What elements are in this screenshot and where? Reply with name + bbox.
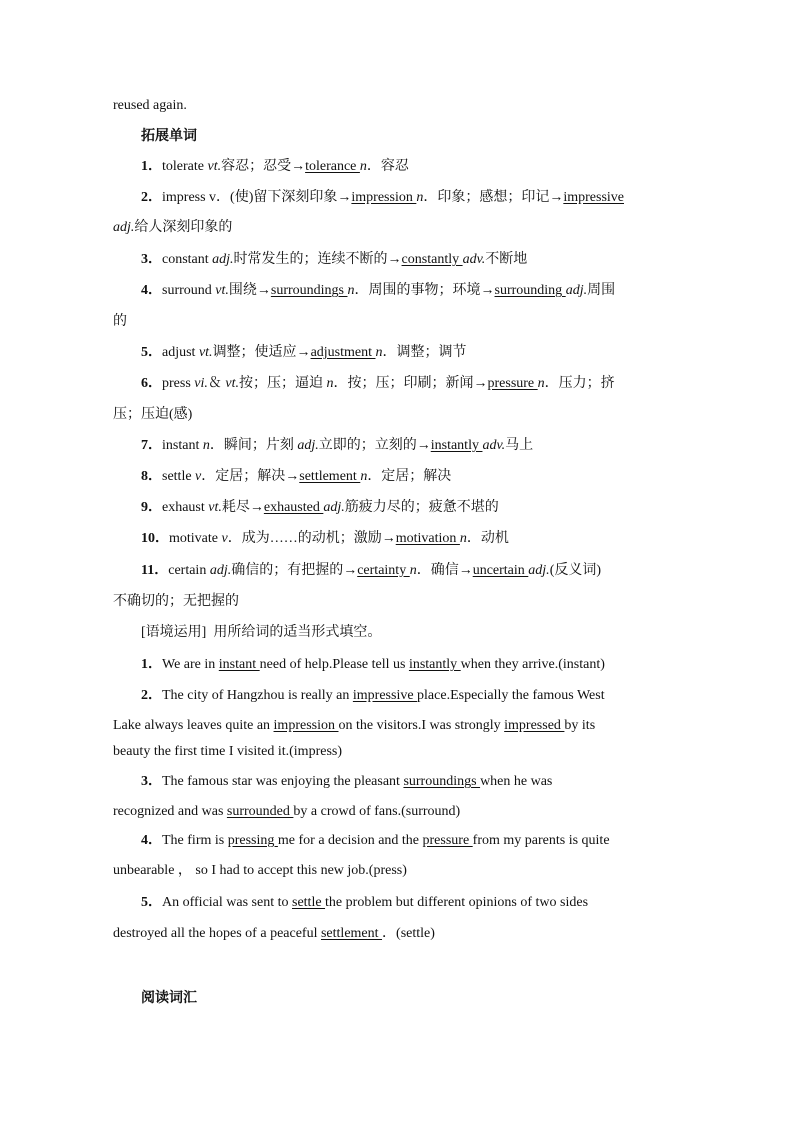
answer-blank: surroundings [270, 283, 348, 298]
answer-blank: pressure [487, 376, 538, 391]
vocab-item-8: 8．settle v．定居；解决→settlement n．定居；解决 [141, 469, 452, 484]
answer-blank: adjustment [310, 345, 376, 360]
text-line: reused again. [113, 98, 187, 113]
vocab-item-10: 10．motivate v．成为……的动机；激励→motivation n．动机 [141, 531, 509, 546]
text-line: destroyed all the hopes of a peaceful settlement ．(settle) [113, 926, 435, 941]
vocab-item-3: 3．constant adj.时常发生的；连续不断的→constantly adv.不断地 [141, 252, 528, 267]
answer-blank: impressed [504, 718, 565, 733]
answer-blank: impression [273, 718, 339, 733]
vocab-item-2: 2．impress v．(使)留下深刻印象→impression n．印象；感想；印记→impressive [141, 190, 624, 205]
answer-blank: surroundings [403, 774, 481, 789]
text-line: adj.给人深刻印象的 [113, 220, 233, 235]
text-line: beauty the first time I visited it.(impress) [113, 744, 343, 759]
text-line: 的 [113, 314, 127, 329]
answer-blank: instant [218, 657, 260, 672]
text-line: Lake always leaves quite an impression on the visitors.I was strongly impressed by its [113, 718, 596, 733]
section-heading-expand-words: 拓展单词 [141, 128, 197, 144]
answer-blank: settlement [320, 926, 383, 941]
answer-blank: surrounding [494, 283, 566, 298]
answer-blank: instantly [430, 438, 483, 453]
text-line: recognized and was surrounded by a crowd of fans.(surround) [113, 804, 461, 819]
vocab-item-7: 7．instant n．瞬间；片刻 adj.立即的；立刻的→instantly adv.马上 [141, 438, 534, 453]
answer-blank: instantly [408, 657, 461, 672]
answer-blank: uncertain [472, 563, 529, 578]
vocab-item-1: 1．tolerate vt.容忍；忍受→tolerance n．容忍 [141, 159, 409, 174]
exercise-sentence-2: 2．The city of Hangzhou is really an impressive place.Especially the famous West [141, 688, 605, 703]
answer-blank: settlement [299, 469, 361, 484]
text-line: unbearable ， so I had to accept this new job.(press) [113, 863, 407, 878]
answer-blank: impressive [563, 190, 624, 205]
answer-blank: constantly [401, 252, 463, 267]
section-heading-context-use: [语境运用] 用所给词的适当形式填空。 [141, 625, 382, 640]
section-heading-reading-vocab: 阅读词汇 [141, 990, 197, 1006]
exercise-sentence-1: 1．We are in instant need of help.Please tell us instantly when they arrive.(instant) [141, 657, 605, 672]
exercise-sentence-5: 5．An official was sent to settle the problem but different opinions of two sides [141, 895, 589, 910]
answer-blank: impressive [352, 688, 418, 703]
text-line: 压；压迫(感) [113, 407, 193, 422]
answer-blank: certainty [357, 563, 410, 578]
answer-blank: motivation [395, 531, 460, 546]
exercise-sentence-4: 4．The firm is pressing me for a decision and the pressure from my parents is quite [141, 833, 610, 848]
vocab-item-4: 4．surround vt.围绕→surroundings n．周围的事物；环境→surrounding adj.周围 [141, 283, 616, 298]
answer-blank: tolerance [305, 159, 360, 174]
text-line: 不确切的；无把握的 [113, 594, 239, 609]
answer-blank: exhausted [263, 500, 324, 515]
answer-blank: surrounded [226, 804, 294, 819]
vocab-item-9: 9．exhaust vt.耗尽→exhausted adj.筋疲力尽的；疲惫不堪的 [141, 500, 499, 515]
exercise-sentence-3: 3．The famous star was enjoying the pleasant surroundings when he was [141, 774, 553, 789]
answer-blank: pressure [422, 833, 473, 848]
vocab-item-11: 11．certain adj.确信的；有把握的→certainty n．确信→uncertain adj.(反义词) [141, 563, 602, 578]
answer-blank: impression [351, 190, 417, 205]
vocab-item-5: 5．adjust vt.调整；使适应→adjustment n．调整；调节 [141, 345, 467, 360]
answer-blank: settle [292, 895, 326, 910]
answer-blank: pressing [227, 833, 278, 848]
vocab-item-6: 6．press vi.＆ vt.按；压；逼迫 n．按；压；印刷；新闻→pressure n．压力；挤 [141, 376, 615, 391]
